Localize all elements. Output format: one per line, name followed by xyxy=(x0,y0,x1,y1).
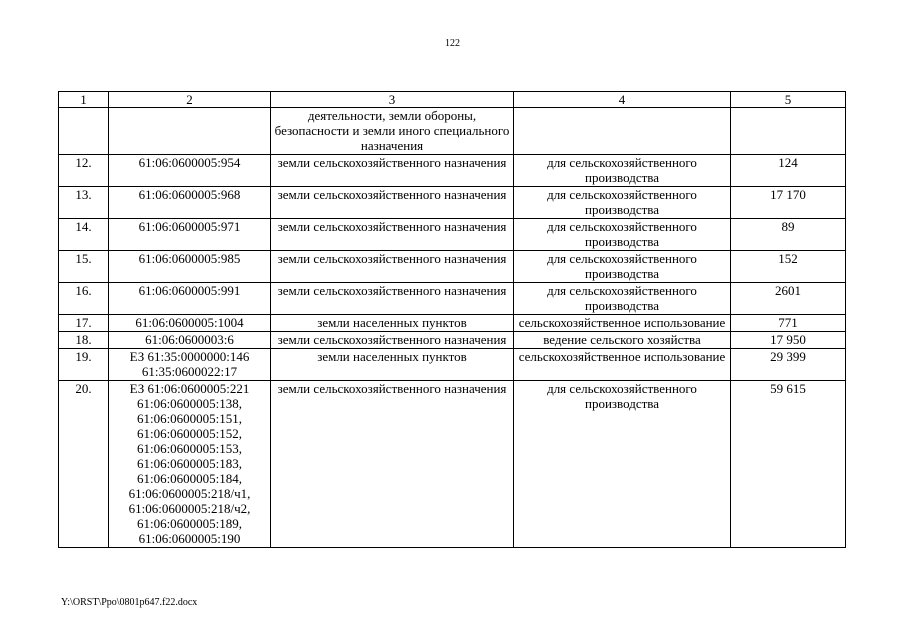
cadastral-numbers xyxy=(109,315,271,332)
table-row xyxy=(59,155,846,187)
land-category: деятельности, земли обороны, безопасности и земли иного специального назначения xyxy=(271,108,514,155)
cadastral-number: 61:06:0600005:152, xyxy=(136,426,243,441)
row-number: 16. xyxy=(59,283,109,315)
cadastral-number: 61:35:0600022:17 xyxy=(141,364,238,379)
land-category: земли сельскохозяйственного назначения xyxy=(271,187,514,219)
area-value: 2601 xyxy=(731,283,846,315)
table-header-row xyxy=(59,92,846,108)
permitted-use xyxy=(514,108,731,155)
cadastral-numbers xyxy=(109,219,271,251)
cadastral-number: ЕЗ 61:35:0000000:146 xyxy=(129,349,250,364)
land-category: земли сельскохозяйственного назначения xyxy=(271,219,514,251)
cadastral-numbers xyxy=(109,283,271,315)
cadastral-number: 61:06:0600005:1004 xyxy=(135,315,244,330)
cadastral-number: 61:06:0600005:190 xyxy=(138,531,241,546)
area-value: 17 170 xyxy=(731,187,846,219)
cadastral-number: 61:06:0600005:991 xyxy=(138,283,241,298)
cadastral-numbers xyxy=(109,155,271,187)
area-value: 59 615 xyxy=(731,381,846,548)
land-plots-table xyxy=(58,91,846,548)
permitted-use: для сельскохозяйственного производства xyxy=(514,187,731,219)
page-number: 122 xyxy=(445,38,460,49)
cadastral-number: 61:06:0600003:6 xyxy=(145,332,234,347)
row-number: 17. xyxy=(59,315,109,332)
column-header: 3 xyxy=(271,92,514,108)
permitted-use: для сельскохозяйственного производства xyxy=(514,155,731,187)
table-row xyxy=(59,381,846,548)
cadastral-number: 61:06:0600005:153, xyxy=(136,441,243,456)
column-header: 5 xyxy=(731,92,846,108)
permitted-use: сельскохозяйственное использование xyxy=(514,315,731,332)
permitted-use: для сельскохозяйственного производства xyxy=(514,381,731,548)
land-category: земли населенных пунктов xyxy=(271,349,514,381)
table-row xyxy=(59,251,846,283)
land-category: земли сельскохозяйственного назначения xyxy=(271,283,514,315)
row-number: 20. xyxy=(59,381,109,548)
table-row xyxy=(59,219,846,251)
permitted-use: для сельскохозяйственного производства xyxy=(514,251,731,283)
area-value xyxy=(731,108,846,155)
row-number: 19. xyxy=(59,349,109,381)
land-category: земли сельскохозяйственного назначения xyxy=(271,381,514,548)
land-category: земли населенных пунктов xyxy=(271,315,514,332)
cadastral-numbers xyxy=(109,332,271,349)
row-number: 18. xyxy=(59,332,109,349)
row-number xyxy=(59,108,109,155)
table-row-continuation xyxy=(59,108,846,155)
permitted-use: ведение сельского хозяйства xyxy=(514,332,731,349)
row-number: 15. xyxy=(59,251,109,283)
column-header: 4 xyxy=(514,92,731,108)
area-value: 124 xyxy=(731,155,846,187)
land-category: земли сельскохозяйственного назначения xyxy=(271,332,514,349)
cadastral-number: 61:06:0600005:184, xyxy=(136,471,243,486)
permitted-use: для сельскохозяйственного производства xyxy=(514,219,731,251)
cadastral-number: 61:06:0600005:985 xyxy=(138,251,241,266)
cadastral-number: 61:06:0600005:189, xyxy=(136,516,243,531)
area-value: 152 xyxy=(731,251,846,283)
table-row xyxy=(59,332,846,349)
row-number: 13. xyxy=(59,187,109,219)
cadastral-number: 61:06:0600005:183, xyxy=(136,456,243,471)
permitted-use: для сельскохозяйственного производства xyxy=(514,283,731,315)
cadastral-numbers xyxy=(109,187,271,219)
area-value: 89 xyxy=(731,219,846,251)
cadastral-number: 61:06:0600005:968 xyxy=(138,187,241,202)
area-value: 17 950 xyxy=(731,332,846,349)
cadastral-number: ЕЗ 61:06:0600005:221 xyxy=(129,381,250,396)
row-number: 12. xyxy=(59,155,109,187)
column-header: 2 xyxy=(109,92,271,108)
cadastral-number: 61:06:0600005:218/ч2, xyxy=(128,501,251,516)
table-row xyxy=(59,187,846,219)
cadastral-numbers xyxy=(109,108,271,155)
cadastral-numbers xyxy=(109,349,271,381)
land-category: земли сельскохозяйственного назначения xyxy=(271,155,514,187)
cadastral-number: 61:06:0600005:971 xyxy=(138,219,241,234)
area-value: 29 399 xyxy=(731,349,846,381)
area-value: 771 xyxy=(731,315,846,332)
cadastral-numbers xyxy=(109,251,271,283)
table-row xyxy=(59,349,846,381)
column-header: 1 xyxy=(59,92,109,108)
permitted-use: сельскохозяйственное использование xyxy=(514,349,731,381)
table-row xyxy=(59,315,846,332)
cadastral-numbers xyxy=(109,381,271,548)
cadastral-number: 61:06:0600005:954 xyxy=(138,155,241,170)
row-number: 14. xyxy=(59,219,109,251)
cadastral-number: 61:06:0600005:138, xyxy=(136,396,243,411)
cadastral-number: 61:06:0600005:218/ч1, xyxy=(128,486,251,501)
land-category: земли сельскохозяйственного назначения xyxy=(271,251,514,283)
file-path-footer: Y:\ORST\Ppo\0801p647.f22.docx xyxy=(61,597,198,608)
cadastral-number: 61:06:0600005:151, xyxy=(136,411,243,426)
table-row xyxy=(59,283,846,315)
